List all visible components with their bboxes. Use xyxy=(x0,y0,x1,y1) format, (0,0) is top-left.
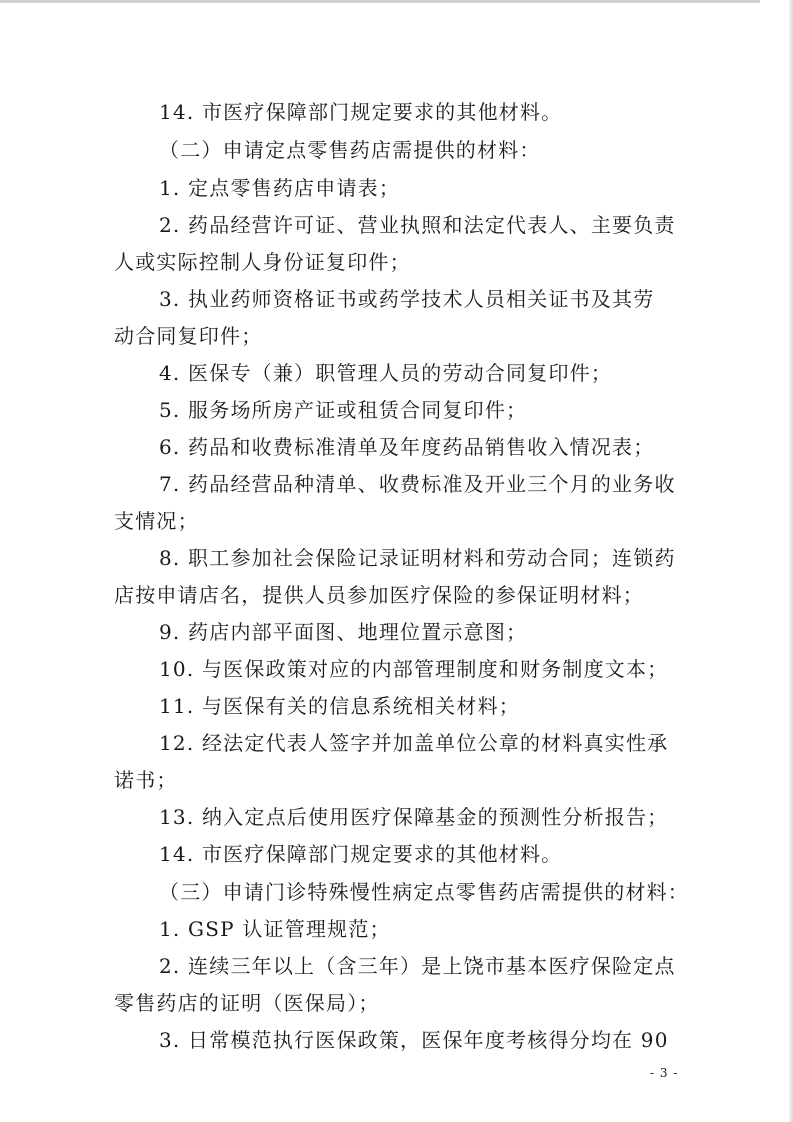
section-2-item-4: 4. 医保专（兼）职管理人员的劳动合同复印件； xyxy=(159,361,613,385)
section-2-item-7-line-1: 7. 药品经营品种清单、收费标准及开业三个月的业务收 xyxy=(159,472,676,496)
section-3-item-1: 1. GSP 认证管理规范； xyxy=(159,917,391,941)
section-2-item-5: 5. 服务场所房产证或租赁合同复印件； xyxy=(159,398,528,422)
section-2-item-6: 6. 药品和收费标准清单及年度药品销售收入情况表； xyxy=(159,435,655,459)
item-14-other-materials: 14. 市医疗保障部门规定要求的其他材料。 xyxy=(159,100,563,124)
section-2-item-2-line-2: 人或实际控制人身份证复印件； xyxy=(114,250,411,274)
scan-top-edge xyxy=(0,0,760,3)
section-3-item-2-line-2: 零售药店的证明（医保局）； xyxy=(114,991,380,1015)
section-2-heading: （二）申请定点零售药店需提供的材料： xyxy=(159,138,541,162)
section-2-item-8-line-2: 店按申请店名，提供人员参加医疗保险的参保证明材料； xyxy=(114,583,644,607)
page-number: - 3 - xyxy=(650,1066,679,1080)
section-2-item-8-line-1: 8. 职工参加社会保险记录证明材料和劳动合同；连锁药 xyxy=(159,546,676,570)
section-2-item-7-line-2: 支情况； xyxy=(114,509,199,533)
section-2-item-3-line-1: 3. 执业药师资格证书或药学技术人员相关证书及其劳 xyxy=(159,287,655,311)
section-3-heading: （三）申请门诊特殊慢性病定点零售药店需提供的材料： xyxy=(159,880,689,904)
section-2-item-1: 1. 定点零售药店申请表； xyxy=(159,176,401,200)
section-2-item-10: 10. 与医保政策对应的内部管理制度和财务制度文本； xyxy=(159,657,669,681)
section-2-item-13: 13. 纳入定点后使用医疗保障基金的预测性分析报告； xyxy=(159,805,669,829)
section-2-item-3-line-2: 动合同复印件； xyxy=(114,324,263,348)
scan-right-edge xyxy=(789,0,793,1122)
section-2-item-14: 14. 市医疗保障部门规定要求的其他材料。 xyxy=(159,842,563,866)
section-2-item-12-line-2: 诺书； xyxy=(114,768,178,792)
section-2-item-9: 9. 药店内部平面图、地理位置示意图； xyxy=(159,620,528,644)
section-2-item-11: 11. 与医保有关的信息系统相关材料； xyxy=(159,694,520,718)
section-2-item-2-line-1: 2. 药品经营许可证、营业执照和法定代表人、主要负责 xyxy=(159,213,676,237)
section-3-item-2-line-1: 2. 连续三年以上（含三年）是上饶市基本医疗保险定点 xyxy=(159,954,676,978)
section-3-item-3-line-1: 3. 日常模范执行医保政策，医保年度考核得分均在 90 xyxy=(159,1028,669,1052)
section-2-item-12-line-1: 12. 经法定代表人签字并加盖单位公章的材料真实性承 xyxy=(159,731,669,755)
